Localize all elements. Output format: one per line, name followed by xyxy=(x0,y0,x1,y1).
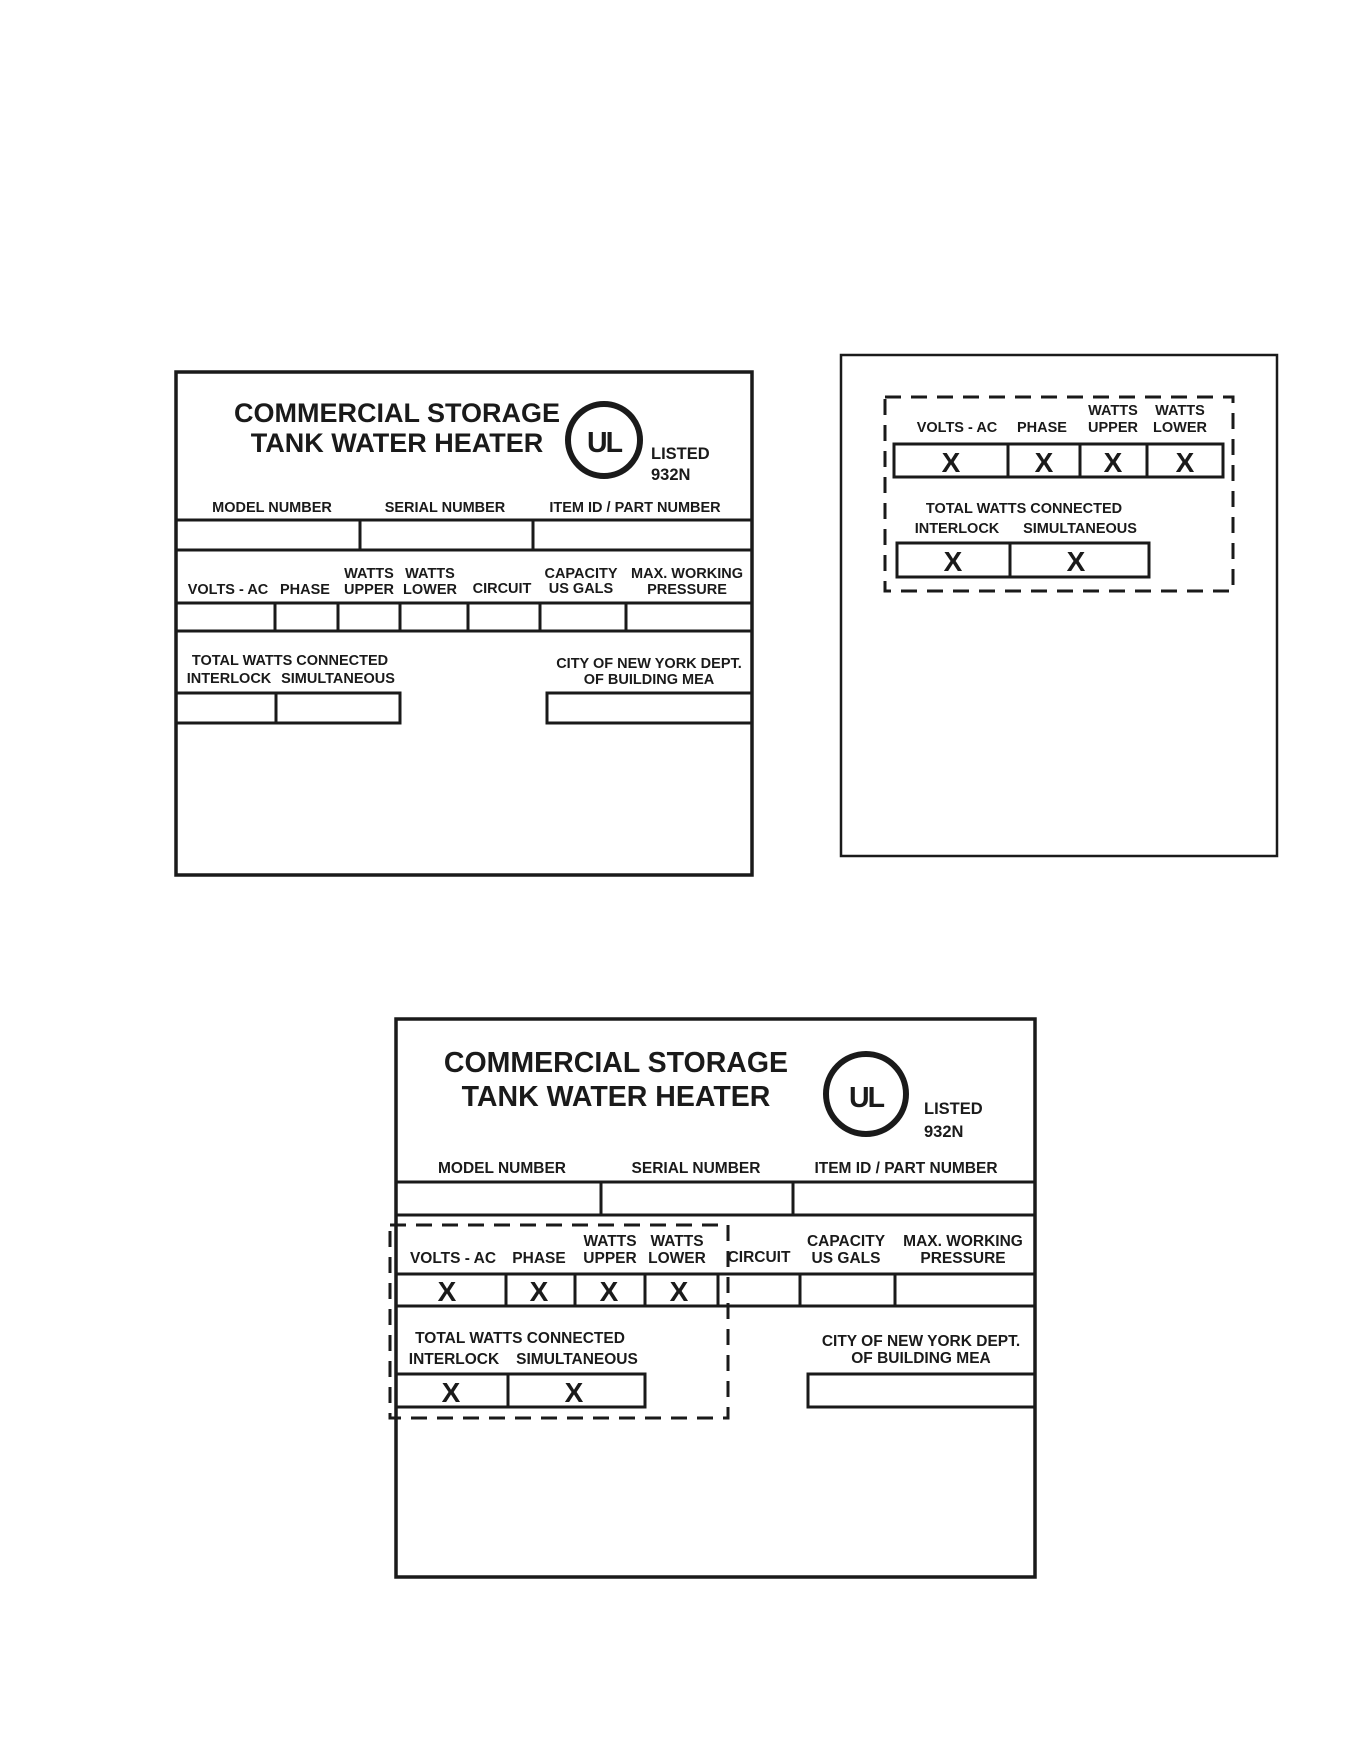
detail-phase-label: PHASE xyxy=(1017,420,1067,436)
identification-fields-row xyxy=(176,520,752,550)
total-watts-label: TOTAL WATTS CONNECTED xyxy=(191,653,389,669)
detail-watts-upper-x-mark: X xyxy=(1103,447,1123,478)
volts-ac-label: VOLTS - AC xyxy=(187,582,269,598)
marked-max-working-pressure-label-1: MAX. WORKING xyxy=(903,1233,1023,1250)
marked-rating-label xyxy=(390,1019,1035,1577)
label-title-line2: TANK WATER HEATER xyxy=(250,428,544,458)
detail-watts-lower-label-1: WATTS xyxy=(1155,403,1205,419)
marked-listed-text: LISTED xyxy=(924,1100,983,1118)
marked-total-watts-label: TOTAL WATTS CONNECTED xyxy=(415,1330,625,1347)
marked-title-line1: COMMERCIAL STORAGE xyxy=(443,1047,789,1079)
interlock-label: INTERLOCK xyxy=(186,671,272,687)
marked-listing-code: 932N xyxy=(924,1123,964,1141)
marked-nyc-dept-label-2: OF BUILDING MEA xyxy=(851,1350,991,1367)
marked-electrical-fields-row xyxy=(396,1274,1035,1306)
marked-item-id-label: ITEM ID / PART NUMBER xyxy=(814,1160,998,1177)
marked-watts-upper-x-mark: X xyxy=(599,1276,619,1307)
nyc-dept-field xyxy=(547,693,752,723)
model-number-label: MODEL NUMBER xyxy=(212,500,332,516)
item-id-label: ITEM ID / PART NUMBER xyxy=(549,500,721,516)
detail-volts-x-mark: X xyxy=(941,447,961,478)
detail-watts-upper-label-2: UPPER xyxy=(1088,420,1138,436)
detail-simultaneous-label: SIMULTANEOUS xyxy=(1023,521,1137,537)
label-title-line1: COMMERCIAL STORAGE xyxy=(233,398,561,428)
marked-watts-upper-label-2: UPPER xyxy=(583,1250,637,1267)
detail-total-watts-label: TOTAL WATTS CONNECTED xyxy=(925,501,1123,517)
marked-title-line2: TANK WATER HEATER xyxy=(461,1081,771,1113)
marked-watts-upper-label-1: WATTS xyxy=(583,1233,637,1250)
marked-phase-x-mark: X xyxy=(529,1276,549,1307)
serial-number-label: SERIAL NUMBER xyxy=(384,500,506,516)
detail-watts-upper-label-1: WATTS xyxy=(1088,403,1138,419)
electrical-fields-row xyxy=(176,603,752,631)
marked-fields-detail xyxy=(841,355,1277,856)
marked-total-watts-fields xyxy=(396,1374,645,1407)
marked-simultaneous-x-mark: X xyxy=(564,1377,584,1408)
max-working-pressure-label-2: PRESSURE xyxy=(647,582,727,598)
detail-interlock-label: INTERLOCK xyxy=(914,521,1000,537)
marked-capacity-label-2: US GALS xyxy=(811,1250,881,1267)
marked-max-working-pressure-label-2: PRESSURE xyxy=(920,1250,1006,1267)
max-working-pressure-label-1: MAX. WORKING xyxy=(631,566,743,582)
circuit-label: CIRCUIT xyxy=(472,581,532,597)
detail-watts-lower-label-2: LOWER xyxy=(1153,420,1207,436)
simultaneous-label: SIMULTANEOUS xyxy=(281,671,395,687)
marked-ul-logo-letters: UL xyxy=(849,1082,883,1114)
detail-volts-ac-label: VOLTS - AC xyxy=(916,420,998,436)
watts-upper-label-2: UPPER xyxy=(344,582,394,598)
marked-circuit-label: CIRCUIT xyxy=(727,1249,791,1266)
watts-lower-label-1: WATTS xyxy=(405,566,455,582)
detail-simultaneous-x-mark: X xyxy=(1066,546,1086,577)
marked-volts-ac-label: VOLTS - AC xyxy=(409,1250,497,1267)
marked-watts-lower-label-2: LOWER xyxy=(648,1250,706,1267)
ul-logo-letters: UL xyxy=(587,427,621,459)
ul-listing-mark xyxy=(568,404,710,484)
listing-code: 932N xyxy=(651,466,691,484)
capacity-label-2: US GALS xyxy=(548,581,614,597)
capacity-label-1: CAPACITY xyxy=(544,566,618,582)
marked-ul-listing-mark xyxy=(826,1054,983,1141)
watts-lower-label-2: LOWER xyxy=(403,582,457,598)
marked-serial-number-label: SERIAL NUMBER xyxy=(631,1160,761,1177)
detail-interlock-x-mark: X xyxy=(943,546,963,577)
marked-nyc-dept-label-1: CITY OF NEW YORK DEPT. xyxy=(821,1333,1021,1350)
detail-total-watts-fields xyxy=(897,543,1149,577)
marked-capacity-label-1: CAPACITY xyxy=(806,1233,886,1250)
phase-label: PHASE xyxy=(280,582,330,598)
marked-phase-label: PHASE xyxy=(512,1250,566,1267)
marked-identification-fields-row xyxy=(396,1182,1035,1215)
blank-rating-label xyxy=(176,372,752,875)
watts-upper-label-1: WATTS xyxy=(344,566,394,582)
detail-watts-lower-x-mark: X xyxy=(1175,447,1195,478)
marked-watts-lower-label-1: WATTS xyxy=(650,1233,704,1250)
marked-simultaneous-label: SIMULTANEOUS xyxy=(516,1351,638,1368)
marked-interlock-x-mark: X xyxy=(441,1377,461,1408)
marked-nyc-dept-field xyxy=(808,1374,1035,1407)
listed-text: LISTED xyxy=(651,445,710,463)
total-watts-fields xyxy=(176,693,400,723)
marked-model-number-label: MODEL NUMBER xyxy=(437,1160,567,1177)
marked-watts-lower-x-mark: X xyxy=(669,1276,689,1307)
marked-volts-x-mark: X xyxy=(437,1276,457,1307)
detail-phase-x-mark: X xyxy=(1034,447,1054,478)
marked-interlock-label: INTERLOCK xyxy=(408,1351,500,1368)
nyc-dept-label-1: CITY OF NEW YORK DEPT. xyxy=(556,656,742,672)
nyc-dept-label-2: OF BUILDING MEA xyxy=(583,672,715,688)
